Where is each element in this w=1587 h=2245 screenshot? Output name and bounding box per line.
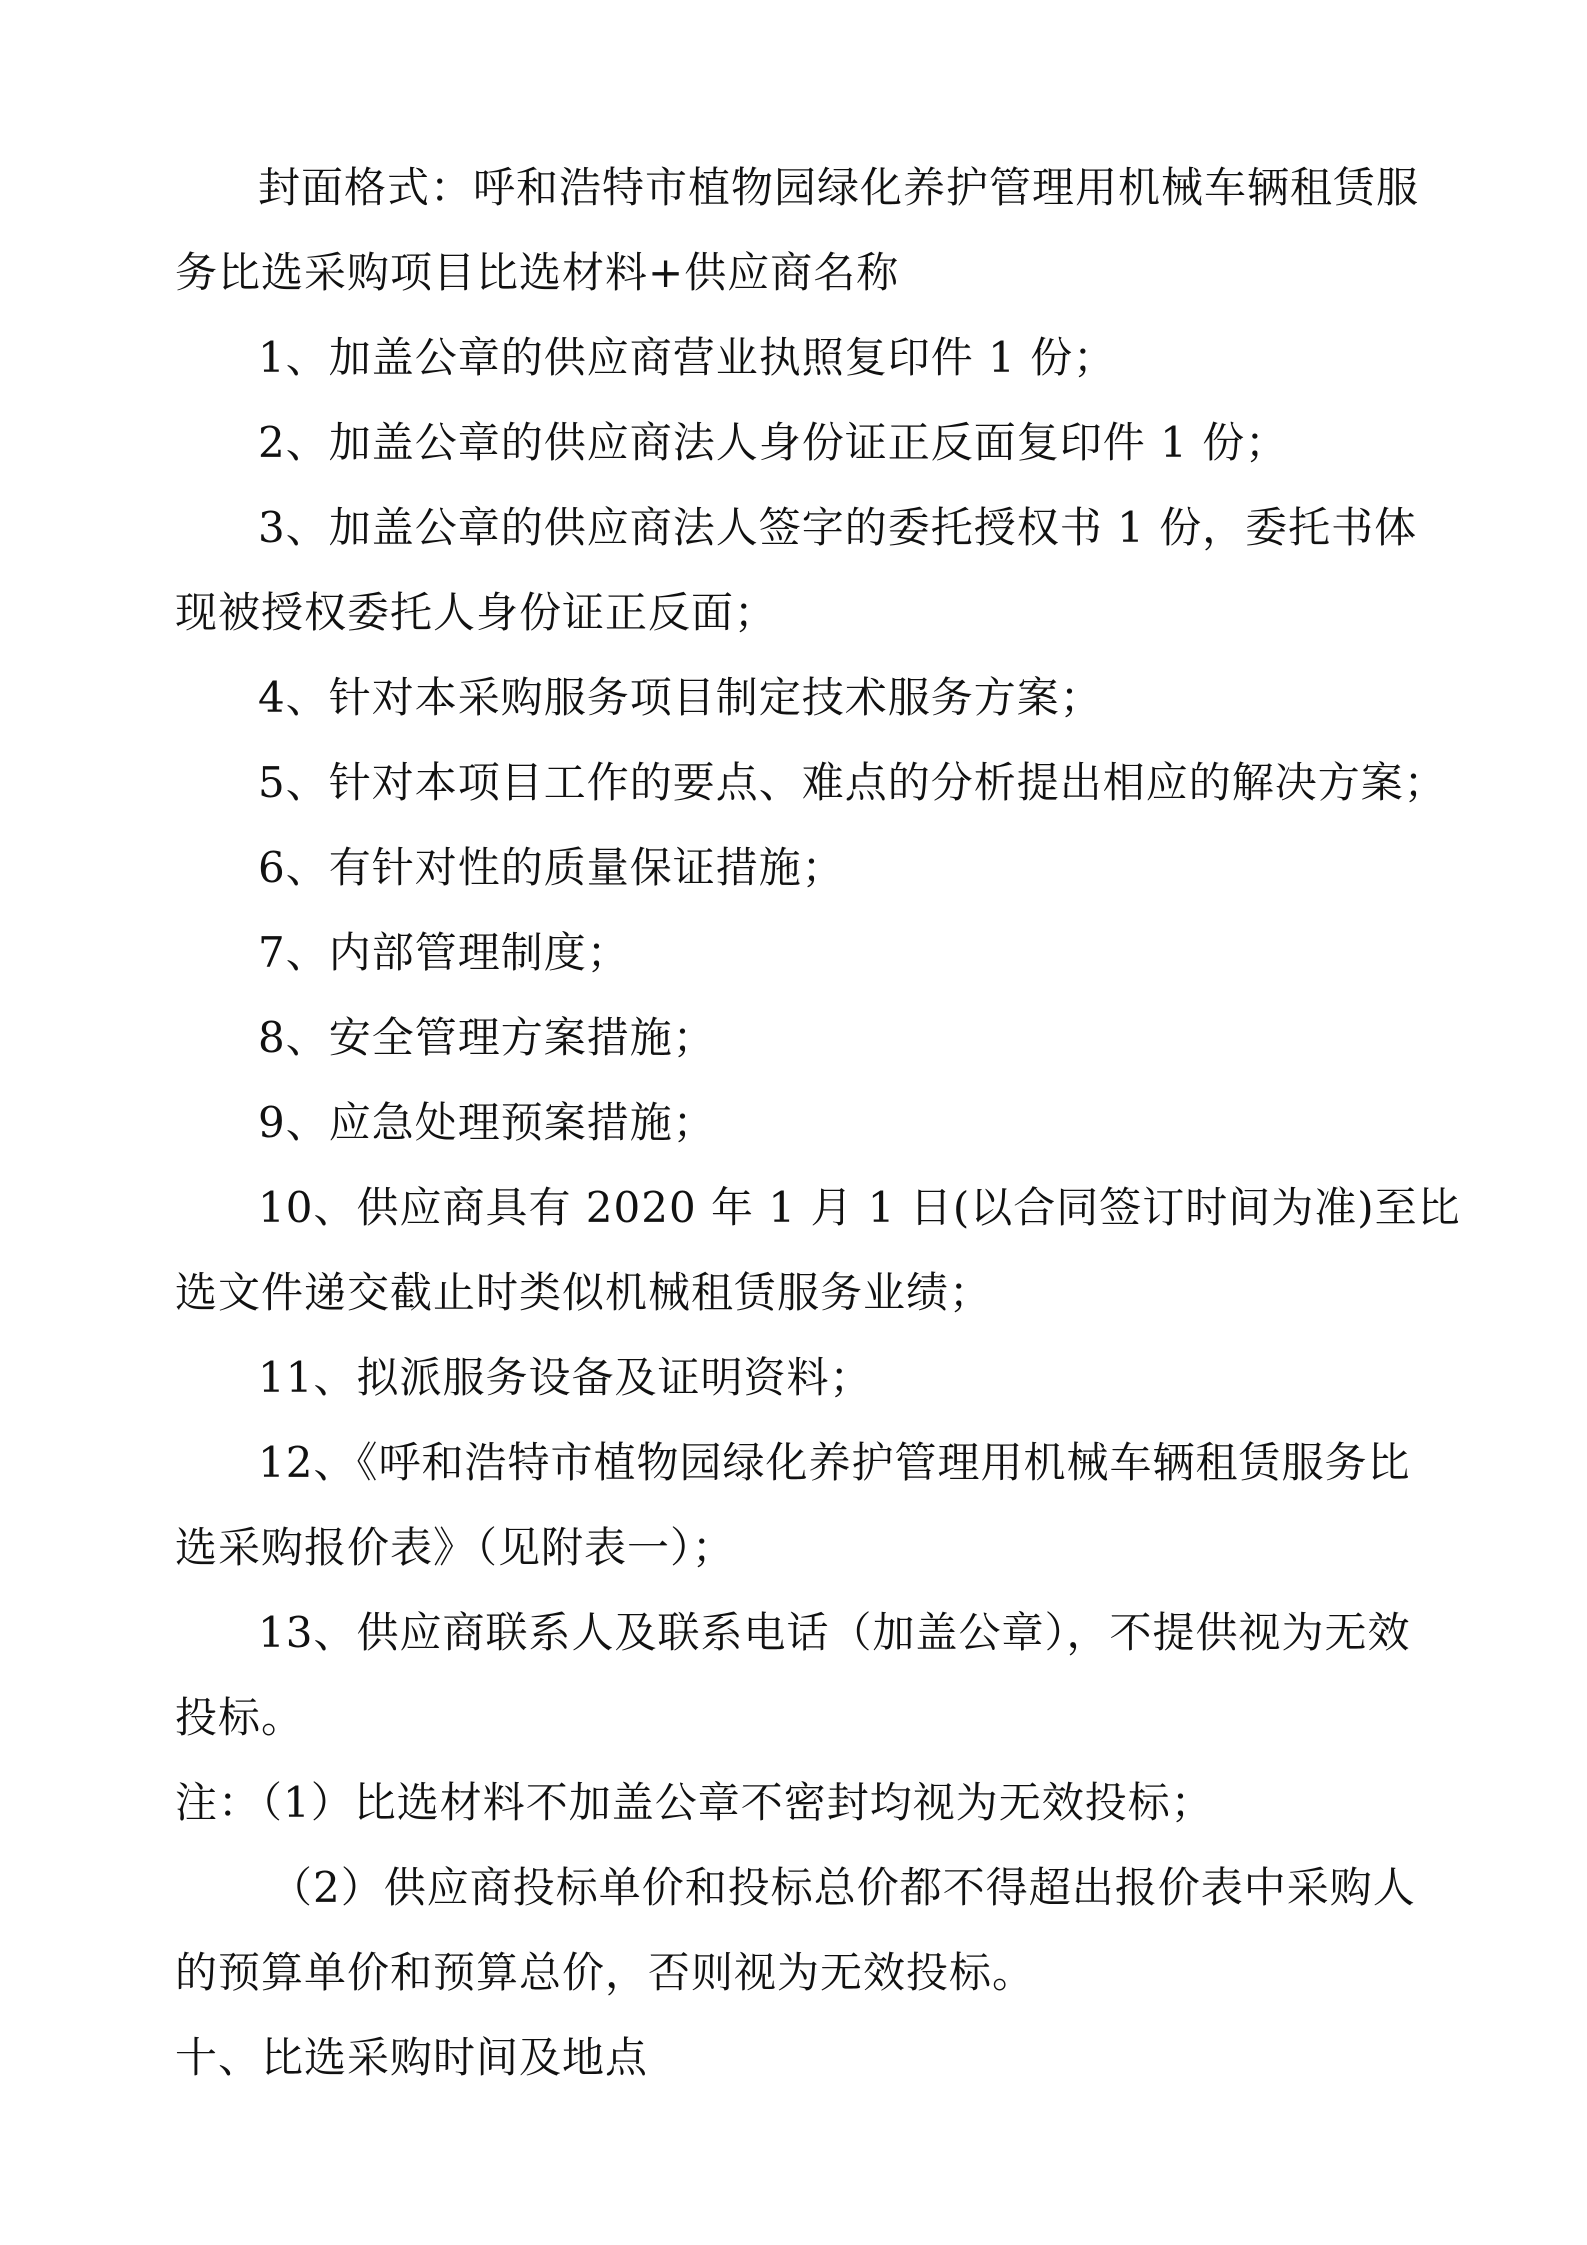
list-item-8: 8、安全管理方案措施； [258, 1013, 716, 1062]
cover-format-line-1: 封面格式：呼和浩特市植物园绿化养护管理用机械车辆租赁服 [258, 163, 1420, 212]
section-heading: 十、比选采购时间及地点 [175, 2033, 649, 2082]
list-item-9: 9、应急处理预案措施； [258, 1098, 716, 1147]
list-item-12-cont: 选采购报价表》（见附表一）； [175, 1523, 736, 1572]
note-1: 注：（1）比选材料不加盖公章不密封均视为无效投标； [175, 1778, 1214, 1827]
list-item-2: 2、加盖公章的供应商法人身份证正反面复印件 1 份； [258, 418, 1289, 467]
list-item-10-cont: 选文件递交截止时类似机械租赁服务业绩； [175, 1268, 993, 1317]
cover-format-line-2: 务比选采购项目比选材料+供应商名称 [175, 248, 900, 297]
list-item-3-cont: 现被授权委托人身份证正反面； [175, 588, 778, 637]
list-item-4: 4、针对本采购服务项目制定技术服务方案； [258, 673, 1103, 722]
list-item-13: 13、供应商联系人及联系电话（加盖公章），不提供视为无效 [258, 1608, 1411, 1657]
list-item-6: 6、有针对性的质量保证措施； [258, 843, 845, 892]
list-item-12: 12、《呼和浩特市植物园绿化养护管理用机械车辆租赁服务比 [258, 1438, 1411, 1487]
list-item-10: 10、供应商具有 2020 年 1 月 1 日(以合同签订时间为准)至比 [258, 1183, 1461, 1232]
list-item-11: 11、拟派服务设备及证明资料； [258, 1353, 873, 1402]
note-2-line-2: 的预算单价和预算总价，否则视为无效投标。 [175, 1948, 1036, 1997]
list-item-3: 3、加盖公章的供应商法人签字的委托授权书 1 份，委托书体 [258, 503, 1418, 552]
list-item-13-cont: 投标。 [175, 1693, 305, 1742]
list-item-5: 5、针对本项目工作的要点、难点的分析提出相应的解决方案； [258, 758, 1447, 807]
list-item-7: 7、内部管理制度； [258, 928, 630, 977]
note-2-line-1: （2）供应商投标单价和投标总价都不得超出报价表中采购人 [270, 1863, 1416, 1912]
list-item-1: 1、加盖公章的供应商营业执照复印件 1 份； [258, 333, 1117, 382]
